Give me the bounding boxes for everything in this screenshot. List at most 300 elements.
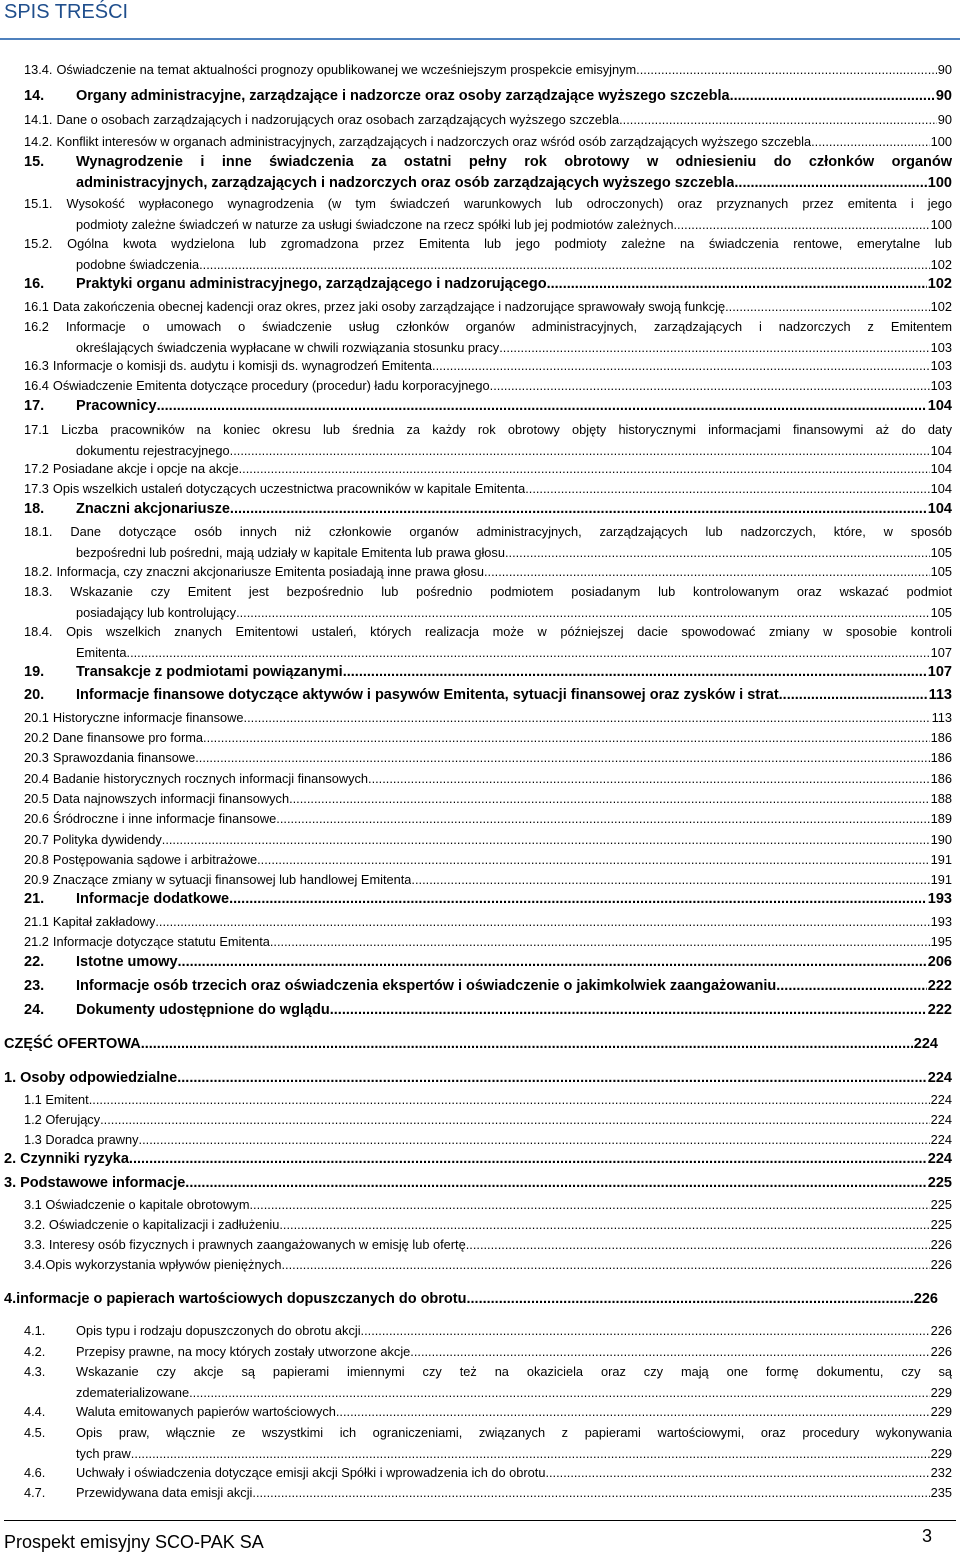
toc-entry-title: 3.4.Opis wykorzystania wpływów pieniężnych (24, 1257, 282, 1272)
toc-entry[interactable] (24, 1342, 952, 1363)
dot-leader (432, 356, 930, 377)
toc-entry-number: 21. (24, 891, 45, 907)
toc-entry-title: Wskazanie czy Emitent jest bezpośrednio lub pośrednio podmiotem posiadanym lub kontrolowanym oraz wskazać podmiot (70, 584, 952, 599)
toc-entry-page: 90 (935, 88, 952, 104)
dot-leader (279, 1215, 929, 1236)
toc-entry[interactable] (24, 396, 952, 417)
toc-entry-title: Data najnowszych informacji finansowych (52, 791, 290, 806)
toc-entry-page: 225 (930, 1217, 952, 1232)
toc-entry-number: 20.3 (24, 750, 49, 765)
dot-leader (189, 1383, 930, 1404)
toc-entry-number: 18.3. (24, 584, 53, 599)
toc-entry-title: Polityka dywidendy (52, 832, 162, 847)
toc-entry-number: 22. (24, 954, 45, 970)
dot-leader (484, 562, 930, 583)
dot-leader (368, 769, 930, 790)
toc-entry-number: 24. (24, 1002, 45, 1018)
dot-leader (336, 1402, 930, 1423)
toc-entry[interactable] (24, 522, 952, 563)
toc-entry-title: Emitenta (76, 644, 127, 660)
toc-entry-page: 225 (930, 1197, 952, 1212)
dot-leader (505, 543, 930, 564)
toc-entry[interactable] (24, 420, 952, 461)
toc-entry-title: administracyjnych, zarządzających i nadzorczych oraz osób zarządzających wyższego szczebla (76, 174, 735, 191)
toc-entry[interactable] (24, 317, 952, 358)
dot-leader (525, 479, 929, 500)
toc-entry[interactable] (24, 356, 952, 377)
toc-entry-title: Transakcje z podmiotami powiązanymi (76, 664, 343, 680)
toc-entry[interactable] (24, 376, 952, 397)
toc-entry-page: 224 (930, 1112, 952, 1127)
toc-entry-title: Dane finansowe pro forma (52, 730, 204, 745)
toc-entry[interactable] (4, 1068, 952, 1089)
toc-entry-line (24, 748, 952, 769)
toc-entry-line (24, 1000, 952, 1021)
dot-leader (249, 1195, 929, 1216)
toc-entry[interactable] (24, 234, 952, 275)
toc-entry[interactable] (24, 297, 952, 318)
toc-entry-page: 103 (930, 358, 952, 373)
toc-entry[interactable] (24, 499, 952, 520)
toc-entry-title: Pracownicy (76, 398, 157, 414)
toc-entry-line (24, 1090, 952, 1111)
toc-entry[interactable] (24, 708, 952, 729)
toc-entry[interactable] (24, 809, 952, 830)
toc-entry[interactable] (24, 1463, 952, 1484)
toc-entry[interactable] (24, 1483, 952, 1504)
toc-entry-page: 229 (930, 1445, 952, 1461)
dot-leader (270, 932, 930, 953)
toc-entry[interactable] (24, 1215, 952, 1236)
toc-entry-title: zdematerializowane (76, 1384, 190, 1400)
toc-entry[interactable] (24, 1195, 952, 1216)
toc-entry-line (24, 1383, 952, 1404)
toc-entry[interactable] (24, 769, 952, 790)
dot-leader (157, 396, 927, 417)
toc-entry-line (24, 479, 952, 500)
toc-entry-page: 189 (930, 811, 952, 826)
toc-entry-number: 4.3. (24, 1364, 46, 1379)
toc-entry-page: 186 (930, 771, 952, 786)
toc-entry-line (24, 1110, 952, 1131)
toc-entry[interactable] (24, 132, 952, 153)
toc-entry-line (24, 685, 952, 706)
dot-leader (162, 830, 930, 851)
toc-entry-line (24, 1195, 952, 1216)
dot-leader (131, 1444, 930, 1465)
toc-entry-title: Wskazanie czy akcje są papierami imiennymi czy też na okaziciela oraz czy mają one formę dokumentu, czy są (76, 1364, 952, 1379)
toc-entry-page: 104 (930, 461, 952, 476)
toc-entry[interactable] (24, 932, 952, 953)
toc-entry[interactable] (24, 1130, 952, 1151)
dot-leader (141, 1034, 913, 1055)
toc-entry-title: Przewidywana data emisji akcji (76, 1485, 253, 1500)
toc-entry[interactable] (4, 1034, 938, 1055)
toc-entry-number: 4.1. (24, 1323, 46, 1338)
toc-entry-line (24, 274, 952, 295)
toc-entry-line (24, 603, 952, 624)
dot-leader (779, 685, 928, 706)
toc-entry-number: 13.4. (24, 62, 53, 77)
toc-entry-line (24, 396, 952, 417)
toc-entry-number: 15. (24, 154, 45, 170)
dot-leader (466, 1289, 912, 1310)
toc-entry-number: 16.3 (24, 358, 49, 373)
toc-entry-page: 90 (937, 112, 952, 127)
dot-leader (490, 376, 930, 397)
toc-entry-title: Ogólna kwota wydzielona lub zgromadzona przez Emitenta lub jego podmioty zależne na świadczenia rentowe, emerytalne lub (67, 236, 952, 251)
toc-entry[interactable] (24, 1235, 952, 1256)
dot-leader (730, 86, 935, 107)
toc-entry-title: Data zakończenia obecnej kadencji oraz okres, przez jaki osoby zarządzające i nadzorujące sprawowały swoją funkcję (52, 299, 726, 314)
toc-entry-line (24, 809, 952, 830)
toc-entry-number: 15.1. (24, 196, 53, 211)
toc-entry-title: Informacje dodatkowe (76, 891, 230, 907)
toc-entry[interactable] (24, 60, 952, 81)
toc-entry-line (24, 1444, 952, 1465)
toc-entry-page: 105 (930, 604, 952, 620)
toc-entry-line (24, 1362, 952, 1383)
toc-entry-line (4, 1149, 952, 1170)
page-title: SPIS TREŚCI (4, 1, 129, 23)
toc-entry[interactable] (24, 86, 952, 107)
toc-entry-title: Opis typu i rodzaju dopuszczonych do obrotu akcji (76, 1323, 361, 1338)
toc-entry[interactable] (24, 1110, 952, 1131)
toc-entry-title: Dokumenty udostępnione do wglądu (76, 1002, 330, 1018)
toc-entry[interactable] (24, 870, 952, 891)
toc-entry-title: Opis praw, włącznie ze wszystkimi ich ograniczeniami, związanych z papierami wartościowymi, oraz procedury wykonywania (76, 1425, 952, 1440)
toc-entry-number: 17.1 (24, 422, 49, 437)
toc-entry-title: 3. Podstawowe informacje. (4, 1175, 190, 1191)
toc-entry[interactable] (4, 1173, 952, 1194)
dot-leader (100, 1110, 930, 1131)
toc-entry-line (24, 1235, 952, 1256)
toc-entry-title: Praktyki organu administracyjnego, zarządzającego i nadzorującego (76, 276, 547, 292)
toc-entry-page: 102 (930, 256, 952, 272)
toc-entry-title: Dane o osobach zarządzających i nadzorujących oraz osobach zarządzających wyższego szczebla (56, 112, 620, 127)
toc-entry-number: 4.4. (24, 1404, 46, 1419)
toc-entry-page: 100 (930, 134, 952, 149)
dot-leader (410, 1342, 929, 1363)
toc-entry-page: 225 (927, 1175, 952, 1191)
toc-entry-title: Informacje dotyczące statutu Emitenta (52, 934, 270, 949)
toc-entry-page: 188 (930, 791, 952, 806)
page-footer (0, 1520, 960, 1557)
toc-entry-title: Istotne umowy (76, 954, 178, 970)
toc-entry-number: 4.6. (24, 1465, 46, 1480)
dot-leader (252, 1483, 929, 1504)
toc-entry-title: Znaczni akcjonariusze (76, 501, 230, 517)
toc-entry-number: 17.3 (24, 481, 49, 496)
toc-entry[interactable] (24, 1090, 952, 1111)
toc-entry-line (24, 1463, 952, 1484)
toc-entry-line (24, 728, 952, 749)
toc-entry-page: 193 (930, 914, 952, 929)
toc-entry-number: 15.2. (24, 236, 53, 251)
toc-entry-page: 195 (930, 934, 952, 949)
footer-page-number: 3 (922, 1526, 933, 1546)
toc-entry-line (24, 60, 952, 81)
toc-entry-title: Badanie historycznych rocznych informacji finansowych (52, 771, 369, 786)
toc-entry-number: 4.7. (24, 1485, 46, 1500)
dot-leader (619, 110, 937, 131)
toc-entry-title: 1.3 Doradca prawny (24, 1132, 139, 1147)
toc-entry[interactable] (24, 479, 952, 500)
toc-entry-title: 4.informacje o papierach wartościowych dopuszczanych do obrotu (4, 1291, 467, 1307)
toc-entry-title: Kapitał zakładowy (52, 914, 156, 929)
dot-leader (195, 748, 929, 769)
toc-entry-title: podmioty zależne świadczeń w naturze za usługi świadczone na rzecz spółki lub jej podmiotów zależnych (76, 216, 674, 232)
toc-entry[interactable] (24, 582, 952, 623)
toc-entry-page: 206 (927, 954, 952, 970)
dot-leader (257, 850, 930, 871)
toc-entry[interactable] (24, 152, 952, 193)
toc-entry-number: 23. (24, 978, 45, 994)
toc-entry[interactable] (24, 912, 952, 933)
toc-entry-line (24, 543, 952, 564)
header-rule (0, 38, 960, 40)
toc-entry-line (24, 789, 952, 810)
toc-entry-title: Sprawozdania finansowe (52, 750, 196, 765)
toc-entry-line (24, 459, 952, 480)
toc-entry-line (24, 376, 952, 397)
toc-entry-title: 2. Czynniki ryzyka. (4, 1151, 133, 1167)
toc-entry[interactable] (24, 728, 952, 749)
toc-entry-number: 18. (24, 501, 45, 517)
toc-entry-page: 235 (930, 1485, 952, 1500)
toc-entry-line (24, 830, 952, 851)
toc-entry-line (24, 499, 952, 520)
dot-leader (178, 952, 927, 973)
toc-entry[interactable] (4, 1289, 938, 1310)
toc-entry-title: Informacje finansowe dotyczące aktywów i pasywów Emitenta, sytuacji finansowej oraz zysków i strat (76, 687, 779, 703)
toc-entry-number: 4.2. (24, 1344, 46, 1359)
toc-entry[interactable] (24, 850, 952, 871)
toc-entry-line (24, 356, 952, 377)
toc-entry[interactable] (24, 562, 952, 583)
toc-entry[interactable] (24, 1402, 952, 1423)
dot-leader (281, 1255, 929, 1276)
toc-entry-number: 18.1. (24, 524, 53, 539)
toc-entry-number: 16.1 (24, 299, 49, 314)
toc-entry-number: 20.2 (24, 730, 49, 745)
page-header (0, 0, 960, 40)
toc-entry-line (24, 152, 952, 173)
toc-entry-line (24, 870, 952, 891)
toc-entry-title: Śródroczne i inne informacje finansowe (52, 811, 277, 826)
dot-leader (289, 789, 930, 810)
toc-entry[interactable] (24, 1000, 952, 1021)
toc-entry[interactable] (24, 830, 952, 851)
toc-entry-number: 14.1. (24, 112, 53, 127)
dot-leader (244, 708, 931, 729)
footer-prospectus-name: Prospekt emisyjny SCO-PAK SA (4, 1532, 264, 1552)
toc-entry[interactable] (24, 274, 952, 295)
toc-entry-page: 224 (930, 1132, 952, 1147)
toc-entry-number: 20.1 (24, 710, 49, 725)
toc-entry[interactable] (24, 110, 952, 131)
toc-entry-line (24, 194, 952, 215)
toc-entry[interactable] (24, 662, 952, 683)
dot-leader (236, 603, 930, 624)
dot-leader (411, 870, 929, 891)
toc-entry-page: 103 (930, 339, 952, 355)
toc-entry-line (24, 132, 952, 153)
dot-leader (133, 1149, 927, 1170)
toc-entry-title: Informacja, czy znaczni akcjonariusze Emitenta posiadają inne prawa głosu (56, 564, 484, 579)
toc-entry-number: 20.6 (24, 811, 49, 826)
toc-entry-line (24, 420, 952, 441)
footer-rule (4, 1520, 956, 1521)
toc-entry-line (24, 889, 952, 910)
toc-entry[interactable] (4, 1149, 952, 1170)
toc-entry-number: 20.7 (24, 832, 49, 847)
toc-entry-title: 3.2. Oświadczenie o kapitalizacji i zadłużeniu (24, 1217, 280, 1232)
toc-entry-title: Dane dotyczące osób innych niż członkowie organów administracyjnych, zarządzających lub nadzorczych, które, w sposób (70, 524, 952, 539)
toc-entry[interactable] (24, 685, 952, 706)
toc-entry-page: 104 (927, 398, 952, 414)
toc-entry-line (24, 110, 952, 131)
toc-entry-line (24, 662, 952, 683)
toc-entry[interactable] (24, 1321, 952, 1342)
toc-entry-line (24, 522, 952, 543)
toc-entry-title: Opis wszelkich ustaleń dotyczących uczestnictwa pracowników w kapitale Emitenta (52, 481, 526, 496)
toc-entry-title: Waluta emitowanych papierów wartościowych (76, 1404, 336, 1419)
dot-leader (330, 1000, 927, 1021)
toc-entry-line (24, 338, 952, 359)
toc-entry-line (24, 1321, 952, 1342)
toc-entry-page: 222 (927, 1002, 952, 1018)
toc-entry-page: 105 (930, 544, 952, 560)
toc-entry-title: Oświadczenie na temat aktualności prognozy opublikowanej we wcześniejszym prospekcie emisyjnym (56, 62, 637, 77)
toc-entry-page: 104 (930, 442, 952, 458)
toc-entry-page: 224 (927, 1151, 952, 1167)
toc-entry-title: dokumentu rejestracyjnego (76, 442, 230, 458)
toc-entry-number: 18.4. (24, 624, 53, 639)
toc-entry-page: 229 (930, 1404, 952, 1419)
dot-leader (545, 1463, 929, 1484)
toc-entry-number: 16. (24, 276, 45, 292)
toc-entry-title: Opis wszelkich znanych Emitentowi ustaleń, których realizacja może w późniejszej dacie spowodować zmiany w sposobie kontroli (66, 624, 952, 639)
toc-entry[interactable] (24, 952, 952, 973)
toc-entry-line (24, 622, 952, 643)
toc-entry-page: 186 (930, 730, 952, 745)
toc-entry-line (24, 769, 952, 790)
toc-entry-page: 190 (930, 832, 952, 847)
toc-entry-line (24, 317, 952, 338)
toc-entry-line (24, 562, 952, 583)
toc-entry-title: określających świadczenia wypłacane w chwili rozwiązania stosunku pracy (76, 339, 500, 355)
toc-entry-number: 4.5. (24, 1425, 46, 1440)
dot-leader (276, 809, 929, 830)
toc-entry-line (4, 1034, 938, 1055)
toc-entry-title: Oświadczenie Emitenta dotyczące procedury (procedur) ładu korporacyjnego (52, 378, 490, 393)
toc-entry-number: 14. (24, 88, 45, 104)
toc-entry-line (24, 86, 952, 107)
toc-entry-page: 226 (930, 1237, 952, 1252)
toc-entry[interactable] (24, 976, 952, 997)
toc-entry-title: CZĘŚĆ OFERTOWA (4, 1036, 141, 1052)
toc-entry[interactable] (24, 1362, 952, 1403)
dot-leader (177, 1068, 927, 1089)
toc-entry[interactable] (24, 1255, 952, 1276)
dot-leader (139, 1130, 930, 1151)
toc-entry-page: 90 (937, 62, 952, 77)
toc-entry-line (24, 643, 952, 664)
toc-entry-line (24, 234, 952, 255)
toc-entry[interactable] (24, 889, 952, 910)
toc-entry-title: Uchwały i oświadczenia dotyczące emisji akcji Spółki i wprowadzenia ich do obrotu (76, 1465, 546, 1480)
toc-entry[interactable] (24, 459, 952, 480)
toc-entry-line (24, 173, 952, 194)
toc-entry[interactable] (24, 622, 952, 663)
toc-entry-title: Historyczne informacje finansowe (52, 710, 244, 725)
toc-entry-number: 21.1 (24, 914, 49, 929)
toc-entry-page: 107 (930, 644, 952, 660)
toc-entry-line (24, 1215, 952, 1236)
toc-entry-page: 224 (913, 1036, 938, 1052)
toc-entry-line (24, 1402, 952, 1423)
toc-entry-title: tych praw (76, 1445, 131, 1461)
toc-entry-title: posiadający lub kontrolujący (76, 604, 237, 620)
toc-entry-number: 20.9 (24, 872, 49, 887)
toc-entry-page: 226 (930, 1323, 952, 1338)
toc-entry-line (4, 1068, 952, 1089)
toc-entry-number: 16.4 (24, 378, 49, 393)
toc-entry-page: 107 (927, 664, 952, 680)
toc-entry-line (4, 1289, 938, 1310)
dot-leader (776, 976, 927, 997)
toc-entry-line (24, 297, 952, 318)
toc-entry-page: 104 (930, 481, 952, 496)
dot-leader (155, 912, 929, 933)
toc-entry-title: Przepisy prawne, na mocy których zostały utworzone akcje (76, 1344, 411, 1359)
dot-leader (229, 889, 927, 910)
toc-entry-line (24, 932, 952, 953)
toc-entry-title: Konflikt interesów w organach administracyjnych, zarządzających i nadzorczych oraz wśród osób zarządzających wyższego szczebla (56, 134, 812, 149)
toc-entry[interactable] (24, 194, 952, 235)
toc-entry-page: 113 (928, 687, 952, 703)
toc-entry-number: 20.5 (24, 791, 49, 806)
toc-entry[interactable] (24, 1423, 952, 1464)
toc-entry-page: 104 (927, 501, 952, 517)
toc-entry-title: Organy administracyjne, zarządzające i nadzorcze oraz osoby zarządzające wyższego szczebla (76, 88, 730, 104)
dot-leader (189, 1173, 926, 1194)
toc-entry[interactable] (24, 789, 952, 810)
toc-entry-page: 113 (931, 710, 952, 725)
toc-entry-title: Liczba pracowników na koniec okresu lub średnia za każdy rok obrotowy objęty historycznymi informacjami finansowymi aż do daty (61, 422, 953, 437)
toc-entry-page: 229 (930, 1384, 952, 1400)
dot-leader (343, 662, 927, 683)
toc-entry-number: 20.8 (24, 852, 49, 867)
toc-entry-page: 105 (930, 564, 952, 579)
toc-entry-page: 193 (927, 891, 952, 907)
toc-entry-number: 20.4 (24, 771, 49, 786)
toc-entry-title: Wysokość wypłaconego wynagrodzenia (w tym świadczeń warunkowych lub odroczonych) oraz przyznanych przez emitenta i jego (66, 196, 952, 211)
toc-entry-title: Znaczące zmiany w sytuacji finansowej lub handlowej Emitenta (52, 872, 412, 887)
toc-entry-page: 232 (930, 1465, 952, 1480)
toc-entry[interactable] (24, 748, 952, 769)
toc-entry-page: 226 (930, 1344, 952, 1359)
dot-leader (230, 441, 930, 462)
toc-entry-line (24, 1255, 952, 1276)
toc-entry-title: podobne świadczenia (76, 256, 200, 272)
toc-entry-line (24, 1130, 952, 1151)
dot-leader (811, 132, 930, 153)
toc-entry-number: 17.2 (24, 461, 49, 476)
toc-entry-line (24, 1483, 952, 1504)
toc-entry-title: Informacje osób trzecich oraz oświadczenia ekspertów i oświadczenie o jakimkolwiek zaangażowaniu (76, 978, 777, 994)
